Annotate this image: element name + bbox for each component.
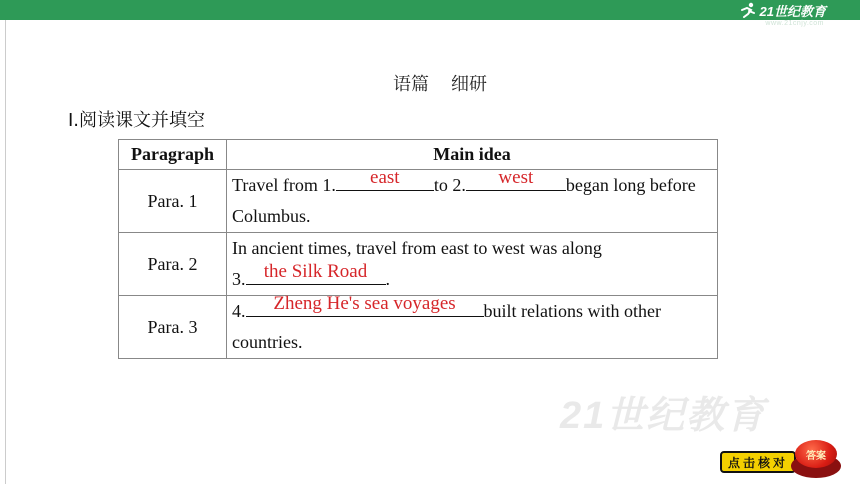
idea-text: began long before Columbus. [232, 175, 696, 226]
idea-text: to 2. [433, 175, 466, 195]
idea-text: Travel from 1. [232, 175, 336, 195]
idea-text: . [385, 269, 390, 289]
answer-text: west [498, 167, 534, 188]
idea-text: 4. [232, 301, 246, 321]
site-logo [738, 1, 826, 19]
runner-icon [738, 2, 758, 18]
answer-button-label: 答案 [795, 440, 837, 468]
answer-text: Zheng He's sea voyages [273, 293, 456, 314]
answer-text: east [370, 167, 400, 188]
main-idea-cell [227, 167, 718, 233]
main-idea-cell [227, 233, 718, 296]
para-label: Para. 1 [119, 170, 227, 233]
idea-text: 3. [232, 269, 246, 289]
main-idea-table [118, 139, 718, 359]
table-row [119, 233, 718, 296]
logo-text: 21世纪教育 [759, 3, 826, 19]
main-idea-cell [227, 293, 718, 359]
instruction-heading: Ⅰ.阅读课文并填空 [68, 110, 206, 131]
answer-button[interactable] [791, 440, 841, 480]
para-label: Para. 3 [119, 296, 227, 359]
answer-blank-2[interactable] [466, 167, 566, 191]
header-main-idea: Main idea [227, 140, 718, 170]
idea-text: In ancient times, travel from east to west was along [232, 238, 602, 258]
para-label: Para. 2 [119, 233, 227, 296]
header-bar [0, 0, 860, 20]
table-row [119, 296, 718, 359]
header-paragraph: Paragraph [119, 140, 227, 170]
idea-text: built relations with other countries. [232, 301, 661, 352]
section-title-part1: 语篇 [393, 74, 429, 95]
section-title [0, 70, 860, 96]
logo-url: www.21cnjy.com [765, 20, 824, 27]
check-answer-button[interactable]: 点击核对 [720, 451, 796, 473]
section-title-part2: 细研 [451, 74, 487, 95]
answer-text: the Silk Road [263, 261, 368, 282]
table-header-row [119, 140, 718, 170]
answer-blank-3[interactable] [246, 261, 386, 285]
answer-blank-4[interactable] [246, 293, 484, 317]
watermark-logo: 21世纪教育 [560, 395, 767, 437]
answer-blank-1[interactable] [336, 167, 434, 191]
table-row [119, 170, 718, 233]
